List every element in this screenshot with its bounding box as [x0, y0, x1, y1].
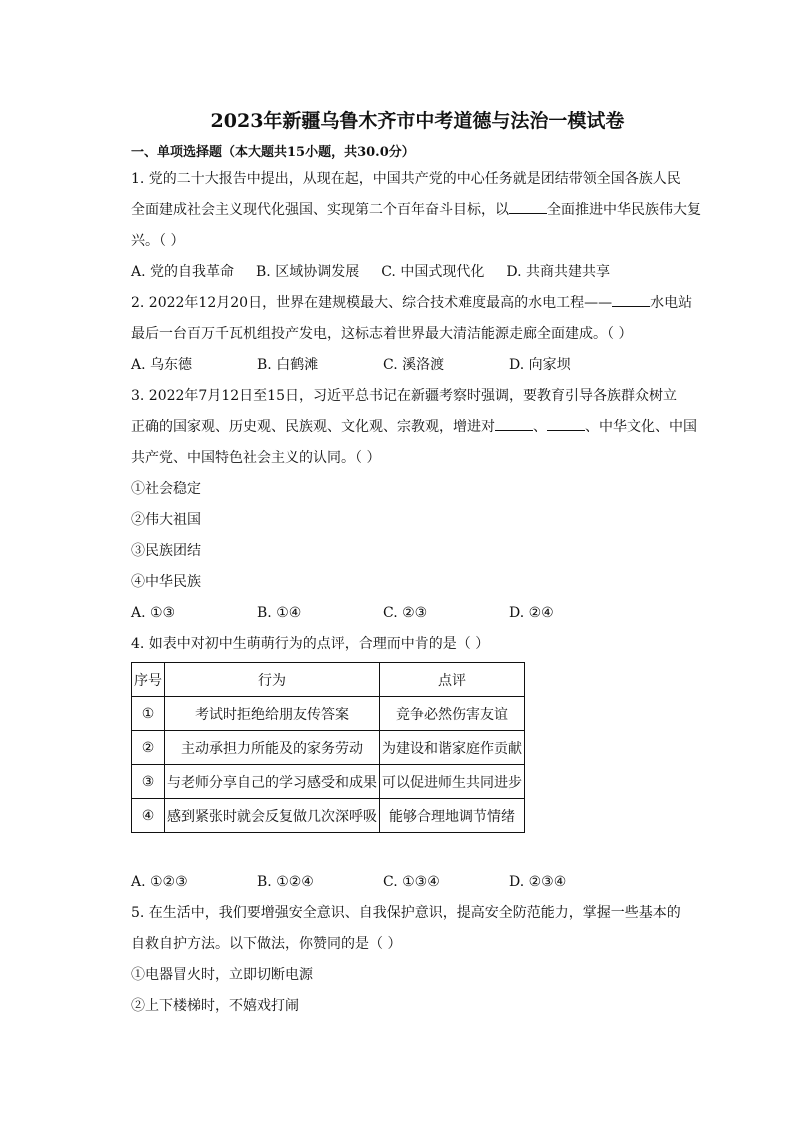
table-cell: 感到紧张时就会反复做几次深呼吸	[165, 799, 380, 833]
q4-options	[131, 867, 696, 898]
q1-option-b[interactable]: B. 区域协调发展	[256, 264, 360, 280]
q1-line-2	[131, 195, 701, 226]
q2-option-c[interactable]: C. 溪洛渡	[383, 357, 445, 373]
q3-option-c[interactable]: C. ②③	[383, 605, 428, 621]
table-row	[132, 731, 525, 765]
q3-line-3: 共产党、中国特色社会主义的认同。（ ）	[131, 450, 381, 466]
q3-item-3: ③民族团结	[131, 543, 201, 559]
q2-option-d[interactable]: D. 向家坝	[509, 357, 571, 373]
q4-option-d[interactable]: D. ②③④	[509, 874, 567, 890]
table-cell: ③	[132, 765, 165, 799]
q2-line-1-part-a: 2. 2022年12月20日，世界在建规模最大、综合技术难度最高的水电工程——	[131, 295, 613, 311]
question-4	[131, 629, 696, 898]
q3-options	[131, 598, 696, 629]
q3-option-d[interactable]: D. ②④	[509, 605, 554, 621]
q3-blank-1	[495, 416, 533, 431]
q1-option-d[interactable]: D. 共商共建共享	[506, 264, 610, 280]
q5-item-1: ①电器冒火时，立即切断电源	[131, 967, 313, 983]
table-header-row	[132, 663, 525, 697]
q2-line-1-part-b: 水电站	[650, 295, 693, 311]
q2-line-2: 最后一台百万千瓦机组投产发电，这标志着世界最大清洁能源走廊全面建成。（ ）	[131, 326, 633, 342]
table-cell: ②	[132, 731, 165, 765]
table-row	[132, 799, 525, 833]
q1-line-1: 1. 党的二十大报告中提出，从现在起，中国共产党的中心任务就是团结带领全国各族人民	[131, 171, 681, 187]
question-5	[131, 898, 696, 1022]
section-heading: 一、单项选择题（本大题共15小题，共30.0分）	[131, 145, 415, 160]
q2-option-a[interactable]: A. 乌东德	[131, 357, 193, 373]
table-cell: 与老师分享自己的学习感受和成果	[165, 765, 380, 799]
table-cell: ④	[132, 799, 165, 833]
q2-blank	[612, 292, 650, 307]
q3-option-b[interactable]: B. ①④	[257, 605, 302, 621]
q4-option-c[interactable]: C. ①③④	[383, 874, 440, 890]
q3-blank-2	[547, 416, 585, 431]
q3-line-2	[131, 412, 696, 443]
question-3	[131, 381, 696, 629]
q3-option-a[interactable]: A. ①③	[131, 605, 176, 621]
q5-item-2: ②上下楼梯时，不嬉戏打闹	[131, 998, 299, 1014]
table-cell: 能够合理地调节情绪	[380, 799, 525, 833]
table-cell: ①	[132, 697, 165, 731]
q4-line-1: 4. 如表中对初中生萌萌行为的点评，合理而中肯的是（ ）	[131, 636, 490, 652]
q4-table	[131, 662, 525, 833]
q5-line-1: 5. 在生活中，我们要增强安全意识、自我保护意识，提高安全防范能力，掌握一些基本的	[131, 905, 681, 921]
q1-options	[131, 257, 696, 288]
q3-item-1: ①社会稳定	[131, 481, 201, 497]
question-2	[131, 288, 696, 381]
q1-option-c[interactable]: C. 中国式现代化	[381, 264, 485, 280]
q1-line-3: 兴。（ ）	[131, 233, 185, 249]
q2-option-b[interactable]: B. 白鹤滩	[257, 357, 319, 373]
table-cell: 为建设和谐家庭作贡献	[380, 731, 525, 765]
q3-line-1: 3. 2022年7月12日至15日，习近平总书记在新疆考察时强调，要教育引导各族群众树立	[131, 388, 677, 404]
q1-option-a[interactable]: A. 党的自我革命	[131, 264, 235, 280]
table-header-cell: 行为	[165, 663, 380, 697]
q3-line-2-part-a: 正确的国家观、历史观、民族观、文化观、宗教观，增进对	[131, 419, 495, 435]
table-cell: 考试时拒绝给朋友传答案	[165, 697, 380, 731]
table-cell: 竞争必然伤害友谊	[380, 697, 525, 731]
table-cell: 主动承担力所能及的家务劳动	[165, 731, 380, 765]
q1-line-2-part-b: 全面推进中华民族伟大复	[547, 202, 701, 218]
q2-line-1	[131, 288, 696, 319]
table-row	[132, 765, 525, 799]
q3-line-2-part-c: 、中华文化、中国	[585, 419, 697, 435]
q3-line-2-part-b: 、	[533, 419, 547, 435]
table-cell: 可以促进师生共同进步	[380, 765, 525, 799]
q1-blank	[509, 199, 547, 214]
q4-option-b[interactable]: B. ①②④	[257, 874, 314, 890]
q2-options	[131, 350, 696, 381]
q1-line-2-part-a: 全面建成社会主义现代化强国、实现第二个百年奋斗目标，以	[131, 202, 509, 218]
exam-title: 2023年新疆乌鲁木齐市中考道德与法治一模试卷	[210, 110, 625, 132]
q3-item-2: ②伟大祖国	[131, 512, 201, 528]
table-header-cell: 点评	[380, 663, 525, 697]
q5-line-2: 自救自护方法。以下做法，你赞同的是（ ）	[131, 936, 402, 952]
question-1	[131, 164, 701, 288]
q3-item-4: ④中华民族	[131, 574, 201, 590]
table-row	[132, 697, 525, 731]
table-header-cell: 序号	[132, 663, 165, 697]
q4-option-a[interactable]: A. ①②③	[131, 874, 188, 890]
